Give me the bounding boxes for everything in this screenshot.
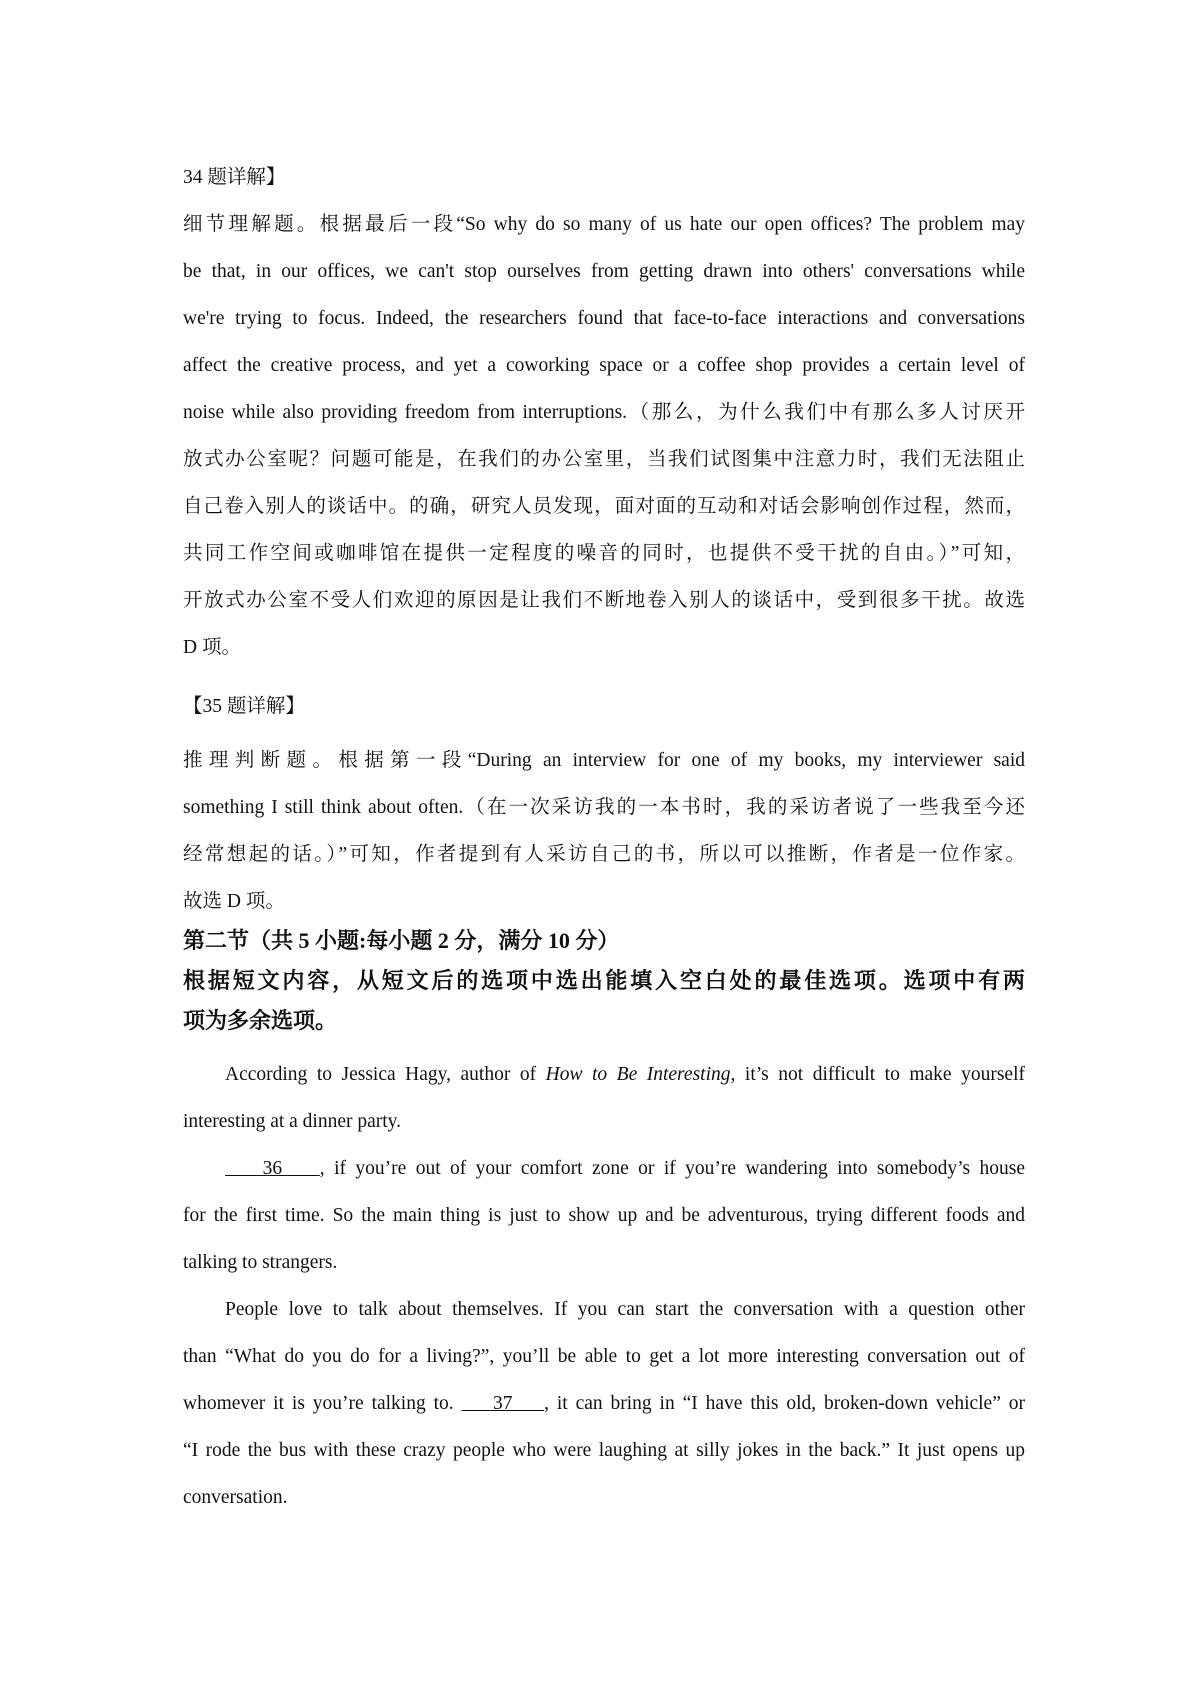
text: , it can bring in “I have this old, broken-down vehicle” or	[544, 1393, 1025, 1414]
text-line: 自己卷入别人的谈话中。的确，研究人员发现，面对面的互动和对话会影响创作过程，然而，	[183, 496, 1025, 517]
text-line: 推理判断题。根据第一段“During an interview for one of my books, my interviewer said	[183, 750, 1025, 771]
text-line: 经常想起的话。）”可知，作者提到有人采访自己的书，所以可以推断，作者是一位作家。	[183, 844, 1025, 865]
passage-line: interesting at a dinner party.	[183, 1111, 402, 1132]
passage-line: People love to talk about themselves. If you can start the conversation with a question other	[225, 1299, 1025, 1320]
passage-line	[183, 1380, 1025, 1427]
text-line: 故选 D 项。	[183, 891, 285, 912]
text-line: we're trying to focus. Indeed, the researchers found that face-to-face interactions and conversations	[183, 308, 1025, 329]
q35-explanation	[183, 737, 1025, 925]
passage-line	[183, 1145, 1025, 1192]
book-title: How to Be Interesting	[545, 1064, 731, 1085]
section-title: 第二节（共 5 小题:每小题 2 分，满分 10 分）	[183, 928, 620, 953]
text: , if you’re out of your comfort zone or if you’re wandering into somebody’s house	[319, 1158, 1025, 1179]
q35-heading: 【35 题详解】	[183, 696, 305, 717]
document-page	[183, 154, 1025, 1521]
passage	[183, 1051, 1025, 1521]
text-line: noise while also providing freedom from interruptions.（那么，为什么我们中有那么多人讨厌开	[183, 402, 1025, 423]
text-line: be that, in our offices, we can't stop ourselves from getting drawn into others' conversations while	[183, 261, 1025, 282]
text: whomever it is you’re talking to.	[183, 1393, 462, 1414]
q34-explanation	[183, 201, 1025, 671]
blank-36: 36	[225, 1158, 320, 1179]
passage-line: for the first time. So the main thing is just to show up and be adventurous, trying different foods and	[183, 1205, 1025, 1226]
text-line: 共同工作空间或咖啡馆在提供一定程度的噪音的同时，也提供不受干扰的自由。）”可知，	[183, 543, 1025, 564]
text-line: 放式办公室呢？问题可能是，在我们的办公室里，当我们试图集中注意力时，我们无法阻止	[183, 449, 1025, 470]
passage-line: than “What do you do for a living?”, you’ll be able to get a lot more interesting conversation out of	[183, 1346, 1025, 1367]
passage-line: conversation.	[183, 1487, 288, 1508]
blank-37: 37	[461, 1393, 545, 1414]
text-line: 开放式办公室不受人们欢迎的原因是让我们不断地卷入别人的谈话中，受到很多干扰。故选	[183, 590, 1025, 611]
passage-line	[183, 1051, 1025, 1098]
passage-line: talking to strangers.	[183, 1252, 338, 1273]
passage-line: “I rode the bus with these crazy people who were laughing at silly jokes in the back.” It just opens up	[183, 1440, 1025, 1461]
text-line: something I still think about often.（在一次采访我的一本书时，我的采访者说了一些我至今还	[183, 797, 1025, 818]
text-line: D 项。	[183, 637, 241, 658]
section-instruction: 项为多余选项。	[183, 1008, 338, 1033]
q34-heading: 34 题详解】	[183, 167, 286, 188]
text: According to Jessica Hagy, author of	[225, 1064, 546, 1085]
text-line: affect the creative process, and yet a coworking space or a coffee shop provides a certain level of	[183, 355, 1025, 376]
section-instruction: 根据短文内容，从短文后的选项中选出能填入空白处的最佳选项。选项中有两	[183, 968, 1025, 993]
text: , it’s not difficult to make yourself	[730, 1064, 1025, 1085]
text-line: 细节理解题。根据最后一段“So why do so many of us hate our open offices? The problem may	[183, 214, 1025, 235]
